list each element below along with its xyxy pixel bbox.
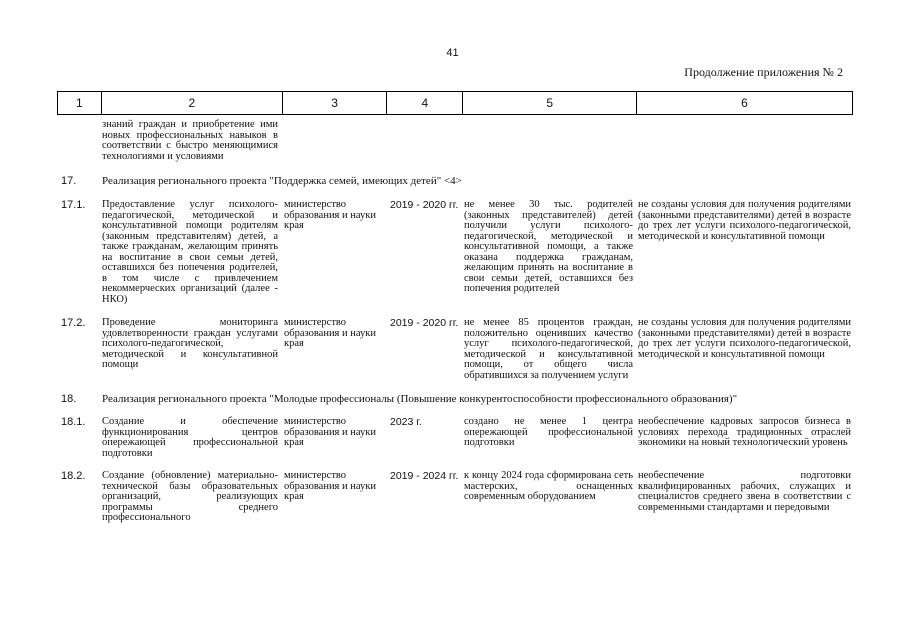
header-col-1: 1 (58, 92, 102, 115)
table-row (57, 120, 853, 162)
cell-period: 2019 - 2020 гг. (390, 199, 459, 211)
cell-measure: Создание (обновление) материально-технической базы образовательных организаций, реализующих программы среднего профессионального (102, 470, 278, 523)
section-heading (57, 393, 853, 405)
table-row (57, 200, 853, 305)
cell-consequence: не созданы условия для получения родителями (законными представителями) детей в возрасте до трех лет услуги психолого-педагогической, методической и консультативной помощи (638, 317, 851, 360)
table-header (57, 91, 853, 115)
cell-fragment: знаний граждан и приобретение ими новых профессиональных навыков в соответствии с быстро меняющимися технологиями и условиями (102, 119, 278, 162)
cell-measure: Проведение мониторинга удовлетворенности граждан услугами психолого-педагогической, методической и консультативной помощи (102, 317, 278, 370)
table-row (57, 417, 853, 459)
section-heading (57, 175, 853, 187)
table-row (57, 318, 853, 381)
cell-consequence: необеспечение подготовки квалифицированных рабочих, служащих и специалистов среднего звена в соответствии с современными стандартами и передовыми (638, 470, 851, 513)
section-number: 18. (61, 393, 77, 405)
header-col-2: 2 (101, 92, 282, 115)
row-number: 18.2. (61, 470, 86, 482)
row-number: 18.1. (61, 416, 86, 428)
section-number: 17. (61, 175, 77, 187)
header-col-6: 6 (636, 92, 852, 115)
cell-result: не менее 85 процентов граждан, положительно оценивших качество услуг психолого-педагогической, методической и консультативной помощи, от общего числа обратившихся за получением услуги (464, 317, 633, 381)
table-body (57, 120, 853, 524)
page-number: 41 (446, 47, 459, 59)
cell-executor: министерство образования и науки края (284, 416, 376, 448)
table-row (57, 471, 853, 524)
cell-executor: министерство образования и науки края (284, 199, 376, 231)
cell-consequence: необеспечение кадровых запросов бизнеса в условиях перехода традиционных отраслей экономики на новый технологический уровень (638, 416, 851, 448)
header-col-3: 3 (283, 92, 387, 115)
cell-measure: Создание и обеспечение функционирования центров опережающей профессиональной подготовки (102, 416, 278, 459)
row-number: 17.1. (61, 199, 86, 211)
cell-consequence: не созданы условия для получения родителями (законными представителями) детей в возрасте до трех лет услуги психолого-педагогической, методической и консультативной помощи (638, 199, 851, 242)
cell-executor: министерство образования и науки края (284, 470, 376, 502)
cell-result: к концу 2024 года сформирована сеть мастерских, оснащенных современным оборудованием (464, 470, 633, 502)
cell-period: 2019 - 2020 гг. (390, 317, 459, 329)
cell-measure: Предоставление услуг психолого-педагогической, методической и консультативной помощи родителям (законным представителям) детей, а также гражданам, желающим принять на воспитание в свои семьи детей, оставшихся без попечения родителей, в том числе с привлечением некоммерческих организаций (далее - НКО) (102, 199, 278, 305)
continuation-label: Продолжение приложения № 2 (684, 65, 843, 79)
cell-result: не менее 30 тыс. родителей (законных представителей) детей получили услуги психолого-педагогической, методической и консультативной помощи, а также оказана поддержка гражданам, желающим принять на воспитание в свои семьи детей, оставшихся без попечения родителей (464, 199, 633, 294)
cell-period: 2023 г. (390, 416, 422, 428)
cell-executor: министерство образования и науки края (284, 317, 376, 349)
row-number: 17.2. (61, 317, 86, 329)
header-col-4: 4 (387, 92, 463, 115)
cell-period: 2019 - 2024 гг. (390, 470, 459, 482)
section-title: Реализация регионального проекта "Поддержка семей, имеющих детей" <4> (102, 175, 462, 187)
cell-result: создано не менее 1 центра опережающей профессиональной подготовки (464, 416, 633, 448)
section-title: Реализация регионального проекта "Молодые профессионалы (Повышение конкурентоспособности профессионального образования)" (102, 393, 738, 405)
header-col-5: 5 (463, 92, 636, 115)
